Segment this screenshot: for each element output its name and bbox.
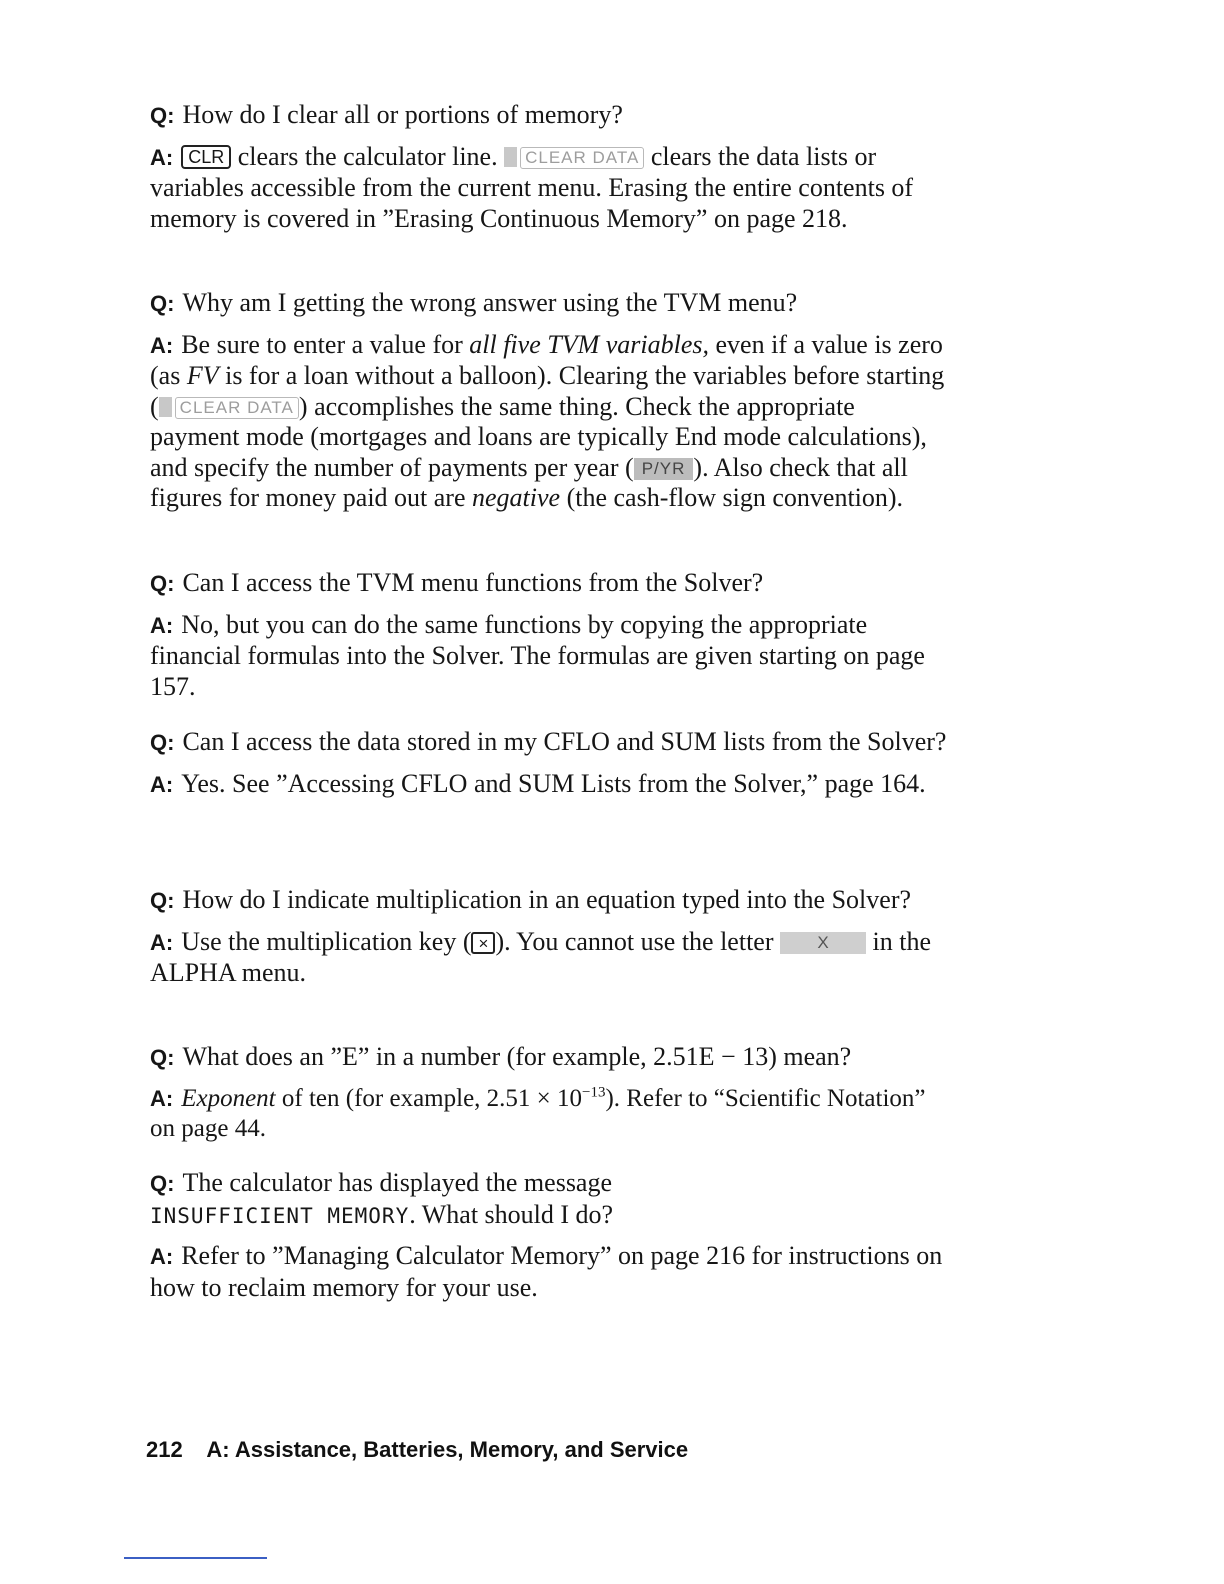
display-message: INSUFFICIENT MEMORY: [150, 1203, 410, 1228]
multiply-key: ×: [471, 932, 495, 954]
alpha-x-softkey: X: [780, 932, 866, 954]
shift-key-shade: [159, 397, 172, 417]
page-number: 212: [146, 1437, 183, 1462]
question: Q: How do I clear all or portions of memory?: [150, 100, 623, 129]
question: Q: Can I access the data stored in my CFLO and SUM lists from the Solver?: [150, 727, 947, 756]
question: Q: Why am I getting the wrong answer using the TVM menu?: [150, 288, 798, 317]
question: Q: Can I access the TVM menu functions from the Solver?: [150, 568, 764, 597]
answer: A: Exponent of ten (for example, $2.51 \times 10^{-13}$). Refer to “Scientific Notation” on page 44.: [150, 1084, 926, 1142]
answer: A: Refer to ”Managing Calculator Memory” on page 216 for instructions on how to reclaim memory for your use.: [150, 1241, 943, 1302]
answer: A: Be sure to enter a value for all five TVM variables, even if a value is zero (as FV is for a loan without a balloon). Clearing the variables before starting ( CLEAR DATA ) accomplishes the same thing. Check the appropriate payment mode (mortgages and loans are typically End mode calculations), and specify the number of payments per year ( P/YR ). Also check that all figures for money paid out are negative (the cash-flow sign convention).: [150, 329, 945, 512]
qa-block-cflo-sum: [150, 727, 950, 800]
answer: A: Use the multiplication key ( × ). You cannot use the letter X in the ALPHA menu.: [150, 926, 931, 987]
clear-data-softkey: CLEAR DATA: [175, 397, 299, 419]
qa-block-tvm-wrong-answer: [150, 288, 950, 514]
qa-block-exponent: [150, 1042, 950, 1145]
question: Q: How do I indicate multiplication in an equation typed into the Solver?: [150, 885, 912, 914]
a-label: A:: [150, 144, 174, 170]
clr-key: CLR: [181, 145, 231, 169]
question: Q: What does an ”E” in a number (for example, 2.51E − 13) mean?: [150, 1042, 852, 1071]
qa-block-memory-clear: [150, 100, 950, 234]
answer: A: CLR clears the calculator line. CLEAR DATA clears the data lists or variables accessible from the current menu. Erasing the entire contents of memory is covered in ”Erasing Continuous Memory” on page 218.: [150, 141, 914, 233]
qa-block-insufficient-memory: [150, 1168, 950, 1303]
bottom-rule: [124, 1557, 267, 1559]
q-label: Q:: [150, 103, 175, 128]
shift-key-shade: [504, 147, 517, 167]
page-footer: [146, 1437, 688, 1463]
chapter-title: A: Assistance, Batteries, Memory, and Service: [206, 1437, 689, 1462]
answer: A: No, but you can do the same functions by copying the appropriate financial formulas into the Solver. The formulas are given starting on page 157.: [150, 609, 925, 701]
answer: A: Yes. See ”Accessing CFLO and SUM Lists from the Solver,” page 164.: [150, 768, 926, 798]
question: Q: The calculator has displayed the message INSUFFICIENT MEMORY. What should I do?: [150, 1168, 614, 1229]
qa-block-multiplication: [150, 885, 950, 989]
p-yr-softkey: P/YR: [634, 458, 694, 480]
qa-block-tvm-solver: [150, 568, 950, 702]
clear-data-softkey: CLEAR DATA: [520, 147, 644, 169]
